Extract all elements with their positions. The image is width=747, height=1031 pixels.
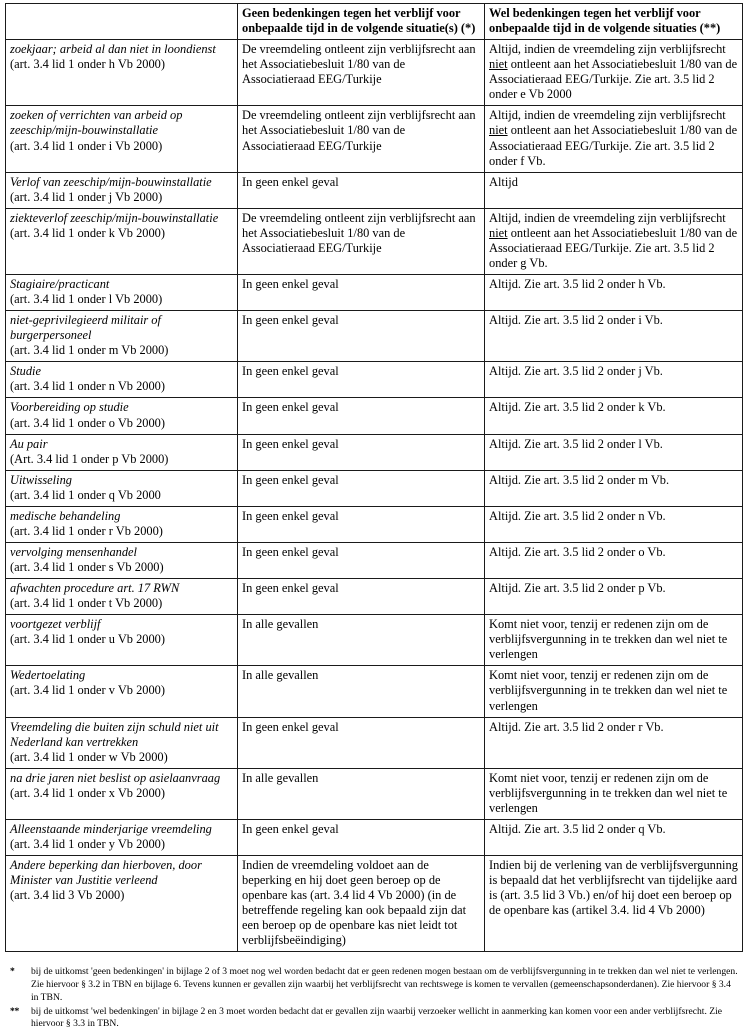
subject-title: Alleenstaande minderjarige vreemdeling (10, 821, 212, 836)
objections-text-lead: Altijd. Zie art. 3.5 lid 2 onder j Vb. (489, 364, 663, 379)
objections-text-lead: Komt niet voor, tenzij er redenen zijn om de verblijfsvergunning in te trekken dan wel niet te verlengen (489, 617, 728, 662)
objections-text-lead: Altijd. Zie art. 3.5 lid 2 onder p Vb. (489, 581, 666, 596)
subject-article-reference: (art. 3.4 lid 1 onder m Vb 2000) (10, 343, 169, 358)
header-cell-objections: Wel bedenkingen tegen het verblijf voor onbepaalde tijd in de volgende situaties (**) (485, 4, 743, 40)
subject-article-reference: (art. 3.4 lid 1 onder x Vb 2000) (10, 785, 165, 800)
table-row (6, 208, 743, 274)
cell-no-objections (238, 506, 485, 542)
objections-text-lead: Altijd, indien de vreemdeling zijn verblijfsrecht (489, 42, 726, 57)
subject-title: niet-geprivilegieerd militair of burgerpersoneel (10, 313, 161, 343)
objections-emphasis: niet (489, 225, 508, 240)
cell-subject (6, 40, 238, 106)
cell-objections (485, 434, 743, 470)
no-objections-text: In geen enkel geval (242, 472, 339, 487)
subject-title: zoeken of verrichten van arbeid op zeeschip/mijn-bouwinstallatie (10, 108, 183, 138)
cell-no-objections (238, 666, 485, 717)
cell-objections (485, 362, 743, 398)
cell-subject (6, 172, 238, 208)
footnote-item (5, 1006, 742, 1031)
objections-text-lead: Altijd. Zie art. 3.5 lid 2 onder m Vb. (489, 472, 670, 487)
no-objections-text: De vreemdeling ontleent zijn verblijfsrecht aan het Associatiebesluit 1/80 van de Associatieraad EEG/Turkije (242, 42, 476, 87)
no-objections-text: In geen enkel geval (242, 544, 339, 559)
cell-subject (6, 542, 238, 578)
cell-objections (485, 768, 743, 819)
cell-subject (6, 311, 238, 362)
cell-subject (6, 470, 238, 506)
subject-article-reference: (art. 3.4 lid 1 onder t Vb 2000) (10, 596, 163, 611)
cell-objections (485, 542, 743, 578)
residence-permit-matrix-table (5, 3, 743, 952)
cell-no-objections (238, 542, 485, 578)
cell-subject (6, 106, 238, 172)
no-objections-text: In alle gevallen (242, 668, 319, 683)
footnote-item (5, 966, 742, 1004)
cell-objections (485, 311, 743, 362)
subject-article-reference: (art. 3.4 lid 1 onder v Vb 2000) (10, 683, 165, 698)
cell-objections (485, 856, 743, 952)
table-row (6, 40, 743, 106)
footnotes-block (5, 966, 742, 1031)
table-row (6, 542, 743, 578)
no-objections-text: De vreemdeling ontleent zijn verblijfsrecht aan het Associatiebesluit 1/80 van de Associatieraad EEG/Turkije (242, 108, 476, 153)
subject-article-reference: (art. 3.4 lid 1 onder o Vb 2000) (10, 415, 165, 430)
table-head (6, 4, 743, 40)
subject-title: zoekjaar; arbeid al dan niet in loondienst (10, 42, 216, 57)
cell-no-objections (238, 362, 485, 398)
subject-title: Verlof van zeeschip/mijn-bouwinstallatie (10, 174, 212, 189)
no-objections-text: In geen enkel geval (242, 174, 339, 189)
no-objections-text: In geen enkel geval (242, 508, 339, 523)
table-row (6, 717, 743, 768)
subject-title: na drie jaren niet beslist op asielaanvraag (10, 770, 221, 785)
footnote-marker: * (10, 966, 15, 978)
table-row (6, 666, 743, 717)
subject-title: ziekteverlof zeeschip/mijn-bouwinstallatie (10, 210, 219, 225)
table-row (6, 362, 743, 398)
cell-subject (6, 275, 238, 311)
objections-text-lead: Komt niet voor, tenzij er redenen zijn om de verblijfsvergunning in te trekken dan wel niet te verlengen (489, 668, 728, 713)
table-row (6, 768, 743, 819)
subject-title: voortgezet verblijf (10, 617, 101, 632)
cell-subject (6, 579, 238, 615)
table-row (6, 106, 743, 172)
table-body (6, 40, 743, 952)
no-objections-text: In geen enkel geval (242, 581, 339, 596)
objections-text-lead: Altijd. Zie art. 3.5 lid 2 onder q Vb. (489, 821, 666, 836)
subject-title: Stagiaire/practicant (10, 277, 110, 291)
cell-subject (6, 615, 238, 666)
table-row (6, 172, 743, 208)
cell-subject (6, 434, 238, 470)
table-row (6, 434, 743, 470)
cell-no-objections (238, 856, 485, 952)
subject-article-reference: (art. 3.4 lid 1 onder q Vb 2000 (10, 487, 161, 502)
objections-text-lead: Altijd, indien de vreemdeling zijn verblijfsrecht (489, 108, 726, 123)
cell-subject (6, 398, 238, 434)
cell-objections (485, 615, 743, 666)
objections-text-lead: Altijd. Zie art. 3.5 lid 2 onder h Vb. (489, 277, 666, 291)
header-cell-no-objections: Geen bedenkingen tegen het verblijf voor onbepaalde tijd in de volgende situatie(s) (*) (238, 4, 485, 40)
cell-no-objections (238, 208, 485, 274)
subject-article-reference: (art. 3.4 lid 1 onder k Vb 2000) (10, 225, 165, 240)
cell-subject (6, 208, 238, 274)
table-row (6, 819, 743, 855)
no-objections-text: De vreemdeling ontleent zijn verblijfsrecht aan het Associatiebesluit 1/80 van de Associatieraad EEG/Turkije (242, 210, 476, 255)
subject-article-reference: (Art. 3.4 lid 1 onder p Vb 2000) (10, 451, 169, 466)
cell-subject (6, 856, 238, 952)
objections-text-lead: Altijd, indien de vreemdeling zijn verblijfsrecht (489, 210, 726, 225)
subject-title: Andere beperking dan hierboven, door Minister van Justitie verleend (10, 858, 202, 888)
cell-subject (6, 717, 238, 768)
table-row (6, 506, 743, 542)
subject-title: Uitwisseling (10, 472, 72, 487)
table-row (6, 856, 743, 952)
cell-no-objections (238, 434, 485, 470)
cell-no-objections (238, 106, 485, 172)
subject-article-reference: (art. 3.4 lid 1 onder u Vb 2000) (10, 632, 165, 647)
subject-article-reference: (art. 3.4 lid 1 onder y Vb 2000) (10, 837, 165, 851)
no-objections-text: In alle gevallen (242, 770, 319, 785)
cell-objections (485, 398, 743, 434)
no-objections-text: In alle gevallen (242, 617, 319, 632)
cell-no-objections (238, 768, 485, 819)
cell-no-objections (238, 275, 485, 311)
cell-objections (485, 208, 743, 274)
footnote-text: bij de uitkomst 'geen bedenkingen' in bijlage 2 of 3 moet nog wel worden bedacht dat er geen redenen mogen bestaan om de verblijfsvergunning in te trekken dan wel niet te verlengen. Zie hiervoor § 3.2 in TBN en bijlage 6. Tevens kunnen er gevallen zijn waarbij het verblijfsrecht van rechtswege is komen te vervallen (gemeenschapsonderdanen). Zie hiervoor § 3.4 in TBN. (31, 966, 738, 1003)
subject-article-reference: (art. 3.4 lid 1 onder w Vb 2000) (10, 749, 168, 764)
subject-title: Wedertoelating (10, 668, 86, 683)
subject-article-reference: (art. 3.4 lid 1 onder j Vb 2000) (10, 189, 163, 204)
cell-subject (6, 666, 238, 717)
objections-text-lead: Altijd. Zie art. 3.5 lid 2 onder n Vb. (489, 508, 666, 523)
cell-no-objections (238, 398, 485, 434)
no-objections-text: In geen enkel geval (242, 313, 339, 328)
cell-no-objections (238, 311, 485, 362)
cell-subject (6, 506, 238, 542)
objections-text-lead: Komt niet voor, tenzij er redenen zijn om de verblijfsvergunning in te trekken dan wel niet te verlengen (489, 770, 728, 815)
no-objections-text: In geen enkel geval (242, 719, 339, 734)
cell-objections (485, 666, 743, 717)
table-row (6, 615, 743, 666)
subject-article-reference: (art. 3.4 lid 3 Vb 2000) (10, 888, 125, 903)
subject-article-reference: (art. 3.4 lid 1 onder i Vb 2000) (10, 138, 163, 153)
table-row (6, 579, 743, 615)
cell-objections (485, 172, 743, 208)
objections-text-tail: ontleent aan het Associatiebesluit 1/80 van de Associatieraad EEG/Turkije. Zie art. 3.5 lid 2 onder e Vb 2000 (489, 57, 738, 102)
table-row (6, 470, 743, 506)
cell-no-objections (238, 615, 485, 666)
objections-text-lead: Indien bij de verlening van de verblijfsvergunning is bepaald dat het verblijfsrecht van tijdelijke aard is (art. 3.5 lid 3 Vb.) en/of hij doet een beroep op de openbare kas (artikel 3.4. lid 4 Vb 2000) (489, 858, 738, 918)
subject-title: Vreemdeling die buiten zijn schuld niet uit Nederland kan vertrekken (10, 719, 219, 749)
subject-article-reference: (art. 3.4 lid 1 onder l Vb 2000) (10, 292, 163, 307)
objections-text-lead: Altijd. Zie art. 3.5 lid 2 onder o Vb. (489, 544, 666, 559)
cell-objections (485, 506, 743, 542)
subject-article-reference: (art. 3.4 lid 1 onder r Vb 2000) (10, 523, 163, 538)
objections-emphasis: niet (489, 57, 508, 72)
cell-objections (485, 470, 743, 506)
cell-no-objections (238, 470, 485, 506)
no-objections-text: Indien de vreemdeling voldoet aan de beperking en hij doet geen beroep op de openbare kas (art. 3.4 lid 4 Vb 2000) (in de betreffende regeling kan ook bepaald zijn dat een beroep op de openbare kas niet leidt tot verblijfsbeëindiging) (242, 858, 467, 948)
objections-text-lead: Altijd. Zie art. 3.5 lid 2 onder i Vb. (489, 313, 663, 328)
cell-subject (6, 819, 238, 855)
header-cell-subject (6, 4, 238, 40)
objections-text-lead: Altijd. Zie art. 3.5 lid 2 onder k Vb. (489, 400, 666, 415)
cell-subject (6, 362, 238, 398)
objections-text-tail: ontleent aan het Associatiebesluit 1/80 van de Associatieraad EEG/Turkije. Zie art. 3.5 lid 2 onder g Vb. (489, 225, 738, 270)
subject-article-reference: (art. 3.4 lid 1 onder h Vb 2000) (10, 57, 165, 72)
objections-text-lead: Altijd. Zie art. 3.5 lid 2 onder l Vb. (489, 436, 663, 451)
subject-title: Voorbereiding op studie (10, 400, 129, 415)
cell-objections (485, 106, 743, 172)
cell-no-objections (238, 40, 485, 106)
cell-objections (485, 579, 743, 615)
objections-text-lead: Altijd (489, 174, 518, 189)
footnote-text: bij de uitkomst 'wel bedenkingen' in bijlage 2 en 3 moet worden bedacht dat er gevallen zijn waarbij verzoeker wellicht in aanmerking kan komen voor een ander verblijfsrecht. Zie hiervoor § 3.3 in TBN. (31, 1005, 723, 1030)
cell-objections (485, 40, 743, 106)
subject-article-reference: (art. 3.4 lid 1 onder n Vb 2000) (10, 379, 165, 394)
cell-objections (485, 275, 743, 311)
cell-no-objections (238, 717, 485, 768)
no-objections-text: In geen enkel geval (242, 277, 339, 291)
cell-subject (6, 768, 238, 819)
cell-no-objections (238, 579, 485, 615)
footnote-marker: ** (10, 1005, 19, 1017)
no-objections-text: In geen enkel geval (242, 364, 339, 379)
objections-text-lead: Altijd. Zie art. 3.5 lid 2 onder r Vb. (489, 719, 664, 734)
no-objections-text: In geen enkel geval (242, 821, 339, 836)
subject-title: vervolging mensenhandel (10, 544, 137, 559)
objections-text-tail: ontleent aan het Associatiebesluit 1/80 van de Associatieraad EEG/Turkije. Zie art. 3.5 lid 2 onder f Vb. (489, 123, 738, 168)
subject-article-reference: (art. 3.4 lid 1 onder s Vb 2000) (10, 560, 164, 574)
subject-title: afwachten procedure art. 17 RWN (10, 581, 180, 596)
no-objections-text: In geen enkel geval (242, 400, 339, 415)
objections-emphasis: niet (489, 123, 508, 138)
table-header-row (6, 4, 743, 40)
cell-no-objections (238, 172, 485, 208)
cell-objections (485, 819, 743, 855)
table-row (6, 398, 743, 434)
subject-title: Au pair (10, 436, 48, 451)
subject-title: medische behandeling (10, 508, 121, 523)
subject-title: Studie (10, 364, 41, 379)
no-objections-text: In geen enkel geval (242, 436, 339, 451)
cell-no-objections (238, 819, 485, 855)
cell-objections (485, 717, 743, 768)
table-row (6, 275, 743, 311)
table-row (6, 311, 743, 362)
